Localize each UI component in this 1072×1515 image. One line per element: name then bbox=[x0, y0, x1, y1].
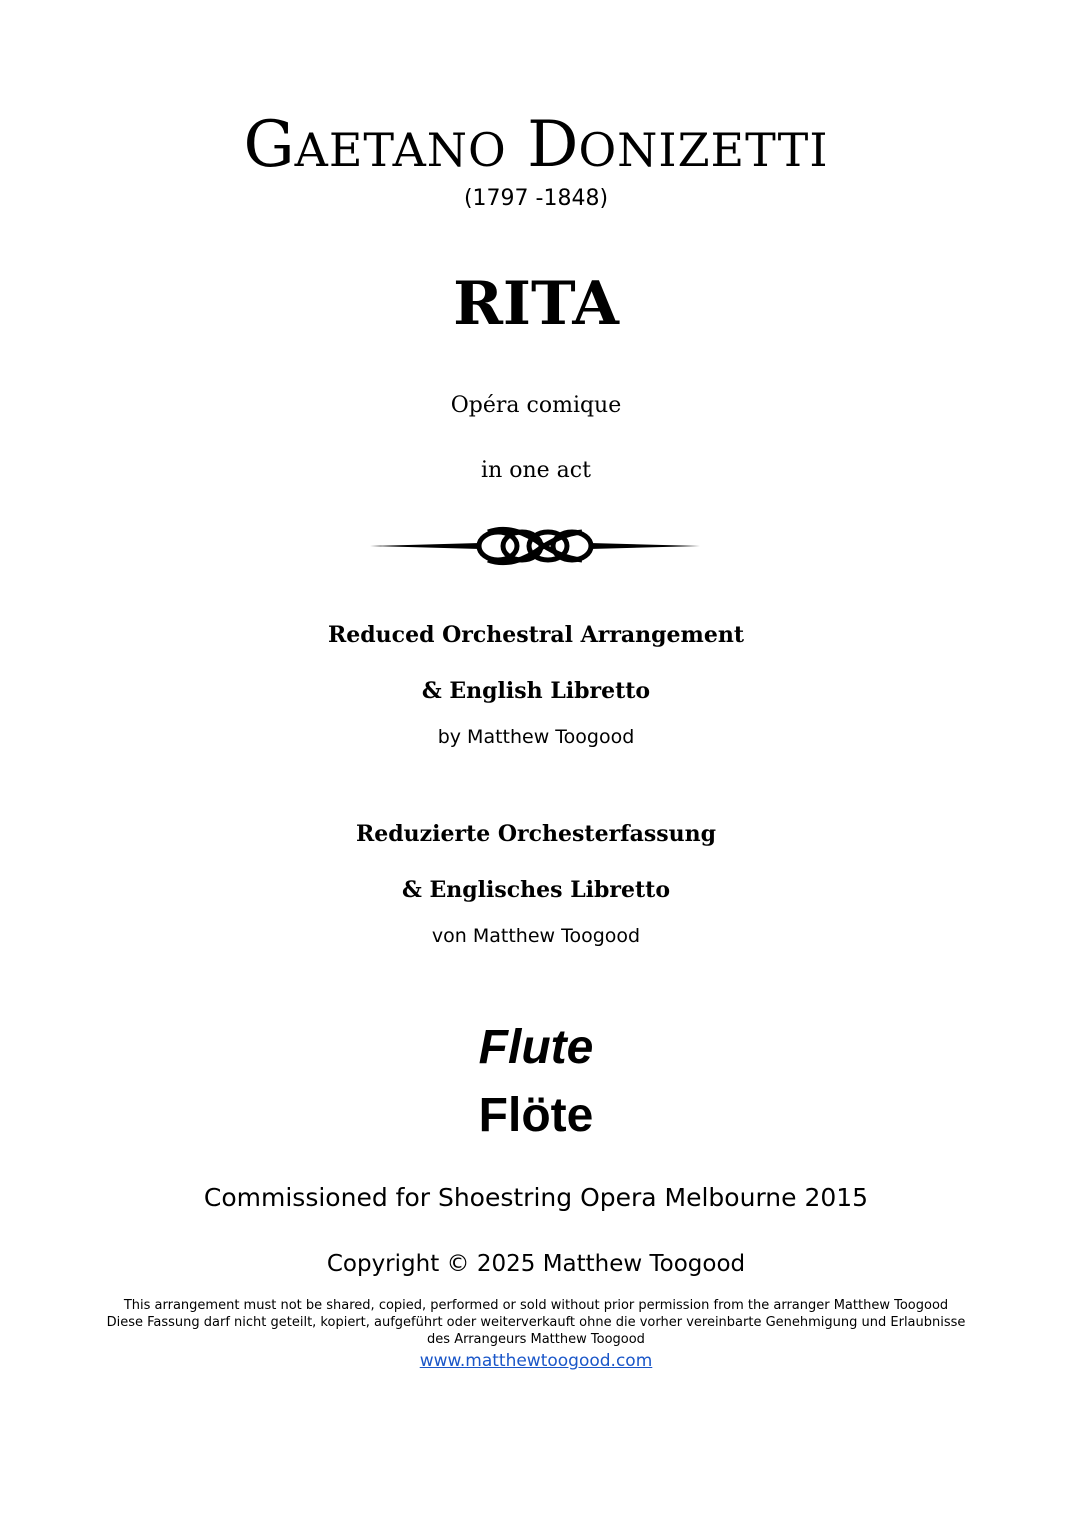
composer-first-initial: G bbox=[243, 108, 295, 182]
notice-de-line1: Diese Fassung darf nicht geteilt, kopiert, aufgeführt oder weiterverkauft ohne die vorher vereinbarte Genehmigung und Erlaubnisse bbox=[106, 1315, 966, 1330]
website-line bbox=[0, 1349, 1072, 1373]
instrument-name-de: Flöte bbox=[478, 1089, 594, 1142]
arrangement-en-line2: & English Libretto bbox=[421, 678, 651, 704]
arrangement-de-line1: Reduzierte Orchesterfassung bbox=[355, 821, 717, 847]
composer-last-initial: D bbox=[527, 108, 579, 182]
work-acts: in one act bbox=[481, 458, 591, 483]
notice-de-line2: des Arrangeurs Matthew Toogood bbox=[427, 1332, 645, 1347]
notice-en: This arrangement must not be shared, copied, performed or sold without prior permission from the arranger Matthew Toogood bbox=[123, 1298, 949, 1313]
composer-last-rest: ONIZETTI bbox=[578, 123, 829, 177]
arrangement-en-line1: Reduced Orchestral Arrangement bbox=[328, 622, 744, 648]
composer-first-rest: AETANO bbox=[294, 123, 507, 177]
composer-name bbox=[0, 108, 1072, 187]
celtic-knot-divider-icon bbox=[370, 524, 700, 570]
arrangement-en-by: by Matthew Toogood bbox=[437, 726, 635, 748]
commission-note: Commissioned for Shoestring Opera Melbourne 2015 bbox=[203, 1183, 869, 1212]
arrangement-de-line2: & Englisches Libretto bbox=[402, 877, 670, 903]
arrangement-de-by: von Matthew Toogood bbox=[431, 925, 641, 947]
instrument-name-en: Flute bbox=[478, 1021, 594, 1074]
composer-dates: (1797 -1848) bbox=[463, 186, 609, 211]
work-title: RITA bbox=[453, 269, 619, 339]
copyright-line: Copyright © 2025 Matthew Toogood bbox=[326, 1251, 746, 1277]
work-genre: Opéra comique bbox=[450, 393, 622, 418]
website-link[interactable]: www.matthewtoogood.com bbox=[419, 1351, 653, 1371]
